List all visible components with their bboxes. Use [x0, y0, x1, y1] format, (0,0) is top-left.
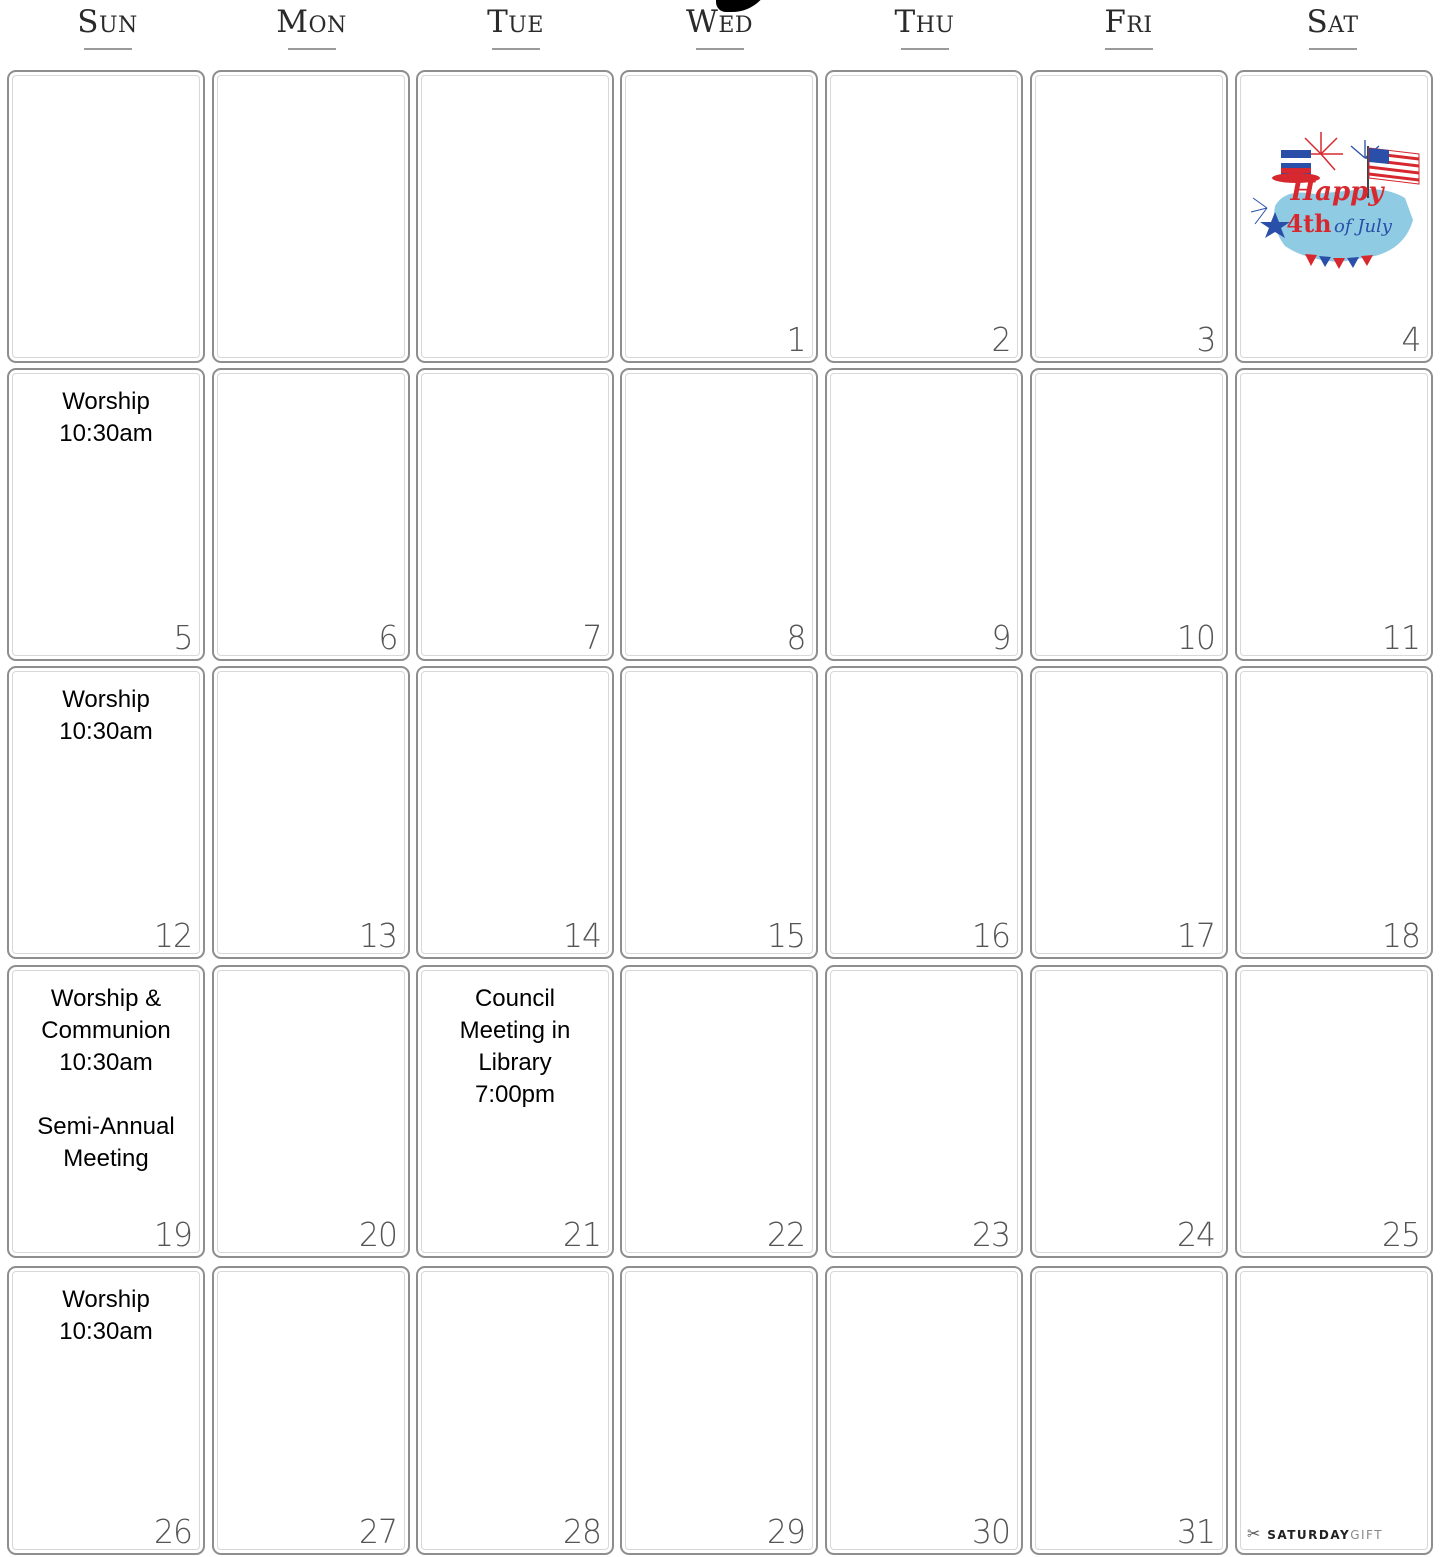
day-number: 20: [359, 1215, 397, 1254]
day-number: 14: [563, 916, 601, 955]
weekday-fri: Fri: [1026, 4, 1231, 50]
day-cell[interactable]: [1235, 965, 1433, 1258]
weekday-mon: Mon: [209, 4, 414, 50]
day-cell[interactable]: [416, 965, 614, 1258]
weekday-sun: Sun: [5, 4, 210, 50]
day-cell[interactable]: [1030, 666, 1228, 959]
day-cell[interactable]: [620, 1266, 818, 1555]
day-number: 29: [767, 1512, 805, 1551]
day-number: 2: [991, 320, 1011, 359]
day-cell[interactable]: [1030, 70, 1228, 363]
day-cell[interactable]: [1235, 70, 1433, 363]
day-cell[interactable]: [825, 70, 1023, 363]
svg-text:of July: of July: [1334, 216, 1392, 237]
day-cell[interactable]: [1235, 368, 1433, 661]
day-number: 23: [972, 1215, 1010, 1254]
day-number: 3: [1196, 320, 1216, 359]
day-number: 26: [154, 1512, 192, 1551]
day-number: 4: [1401, 320, 1421, 359]
day-number: 5: [173, 618, 193, 657]
day-number: 31: [1177, 1512, 1215, 1551]
day-number: 9: [991, 618, 1011, 657]
day-number: 17: [1177, 916, 1215, 955]
day-cell[interactable]: [7, 666, 205, 959]
weekday-sat: Sat: [1230, 4, 1435, 50]
day-cell[interactable]: [620, 965, 818, 1258]
event-text: Worship 10:30am: [59, 686, 153, 745]
day-number: 7: [582, 618, 602, 657]
day-number: 30: [972, 1512, 1010, 1551]
svg-text:Happy: Happy: [1290, 177, 1384, 207]
event-text: Council Meeting in Library 7:00pm: [459, 985, 571, 1108]
day-cell[interactable]: [1030, 1266, 1228, 1555]
day-cell[interactable]: [416, 70, 614, 363]
fourth-of-july-badge-icon: [1245, 128, 1427, 288]
day-cell[interactable]: [416, 368, 614, 661]
day-number: 10: [1177, 618, 1215, 657]
day-number: 24: [1177, 1215, 1215, 1254]
day-cell[interactable]: [7, 70, 205, 363]
day-number: 8: [786, 618, 806, 657]
day-number: 13: [359, 916, 397, 955]
day-cell[interactable]: [7, 965, 205, 1258]
day-number: 6: [378, 618, 398, 657]
day-number: 11: [1382, 618, 1420, 657]
day-number: 21: [563, 1215, 601, 1254]
day-number: 28: [563, 1512, 601, 1551]
svg-text:4th: 4th: [1286, 209, 1332, 238]
day-cell[interactable]: [1235, 1266, 1433, 1555]
weekday-tue: Tue: [413, 4, 618, 50]
day-cell[interactable]: [620, 368, 818, 661]
day-cell[interactable]: [212, 70, 410, 363]
day-cell[interactable]: [825, 666, 1023, 959]
weekday-wed: Wed: [617, 4, 822, 50]
day-cell[interactable]: [7, 1266, 205, 1555]
day-number: 1: [786, 320, 806, 359]
day-cell[interactable]: [212, 1266, 410, 1555]
day-number: 27: [359, 1512, 397, 1551]
saturdaygift-logo: ✂ SATURDAYGIFT: [1247, 1524, 1384, 1543]
day-cell[interactable]: [7, 368, 205, 661]
event-text: Worship 10:30am: [59, 1286, 153, 1345]
day-number: 15: [767, 916, 805, 955]
day-cell[interactable]: [212, 666, 410, 959]
event-text: Worship & Communion 10:30am Semi-Annual Meeting: [37, 985, 175, 1172]
day-cell[interactable]: [620, 666, 818, 959]
day-cell[interactable]: [1235, 666, 1433, 959]
day-number: 25: [1382, 1215, 1420, 1254]
event-text: Worship 10:30am: [59, 388, 153, 447]
day-cell[interactable]: [825, 368, 1023, 661]
weekday-header-row: [0, 0, 1447, 68]
day-number: 18: [1382, 916, 1420, 955]
day-cell[interactable]: [620, 70, 818, 363]
day-cell[interactable]: [825, 1266, 1023, 1555]
day-cell[interactable]: [1030, 965, 1228, 1258]
scissors-icon: ✂: [1247, 1524, 1262, 1543]
day-cell[interactable]: [1030, 368, 1228, 661]
day-cell[interactable]: [212, 368, 410, 661]
day-cell[interactable]: [416, 1266, 614, 1555]
day-cell[interactable]: [212, 965, 410, 1258]
day-number: 12: [154, 916, 192, 955]
day-number: 22: [767, 1215, 805, 1254]
day-number: 16: [972, 916, 1010, 955]
day-cell[interactable]: [825, 965, 1023, 1258]
day-cell[interactable]: [416, 666, 614, 959]
weekday-thu: Thu: [822, 4, 1027, 50]
day-number: 19: [154, 1215, 192, 1254]
